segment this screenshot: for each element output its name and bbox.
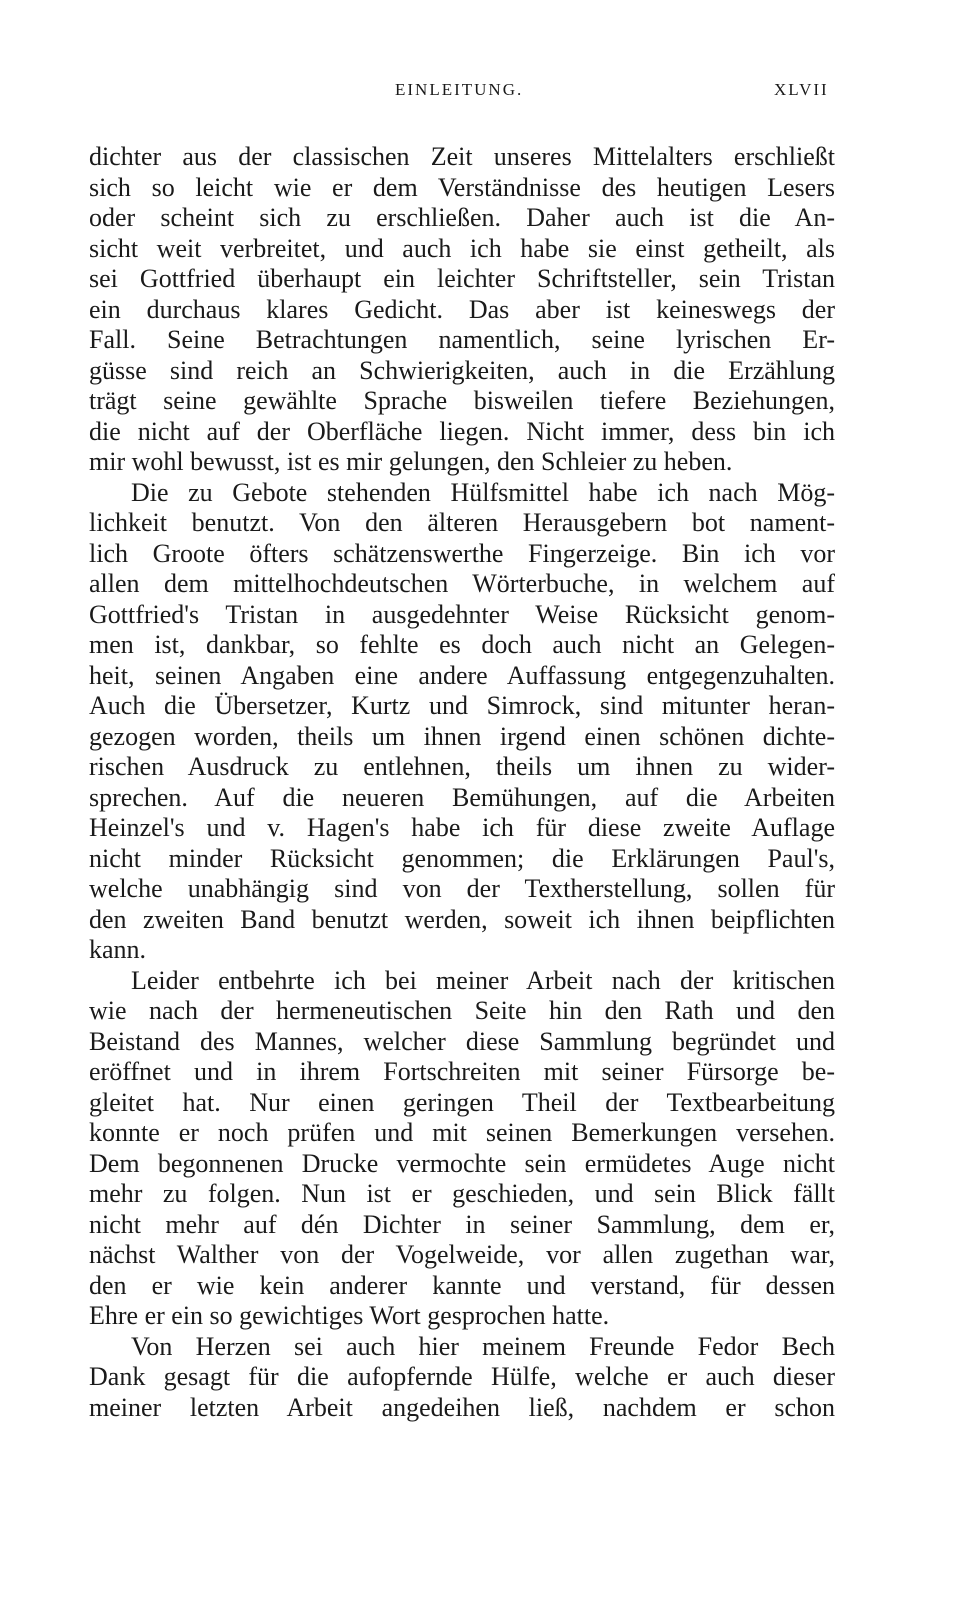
page-number: XLVII <box>774 80 829 99</box>
text-line: Fall. Seine Betrachtungen namentlich, seine lyrischen Er- <box>89 325 835 354</box>
text-line: lich Groote öfters schätzenswerthe Fingerzeige. Bin ich vor <box>89 538 835 568</box>
text-line: Heinzel's und v. Hagen's habe ich für diese zweite Auflage <box>89 813 835 842</box>
paragraph <box>89 478 835 966</box>
text-line: Ehre er ein so gewichtiges Wort gesprochen hatte. <box>89 1301 610 1330</box>
text-line: Die zu Gebote stehenden Hülfsmittel habe ich nach Mög- <box>131 477 835 507</box>
text-line: lichkeit benutzt. Von den älteren Herausgebern bot nament- <box>89 508 835 537</box>
text-line: sei Gottfried überhaupt ein leichter Schriftsteller, sein Tristan <box>89 264 835 293</box>
text-line: meiner letzten Arbeit angedeihen ließ, nachdem er schon <box>89 1392 835 1422</box>
text-line: Dank gesagt für die aufopfernde Hülfe, welche er auch dieser <box>89 1362 835 1391</box>
paragraph <box>89 142 835 478</box>
text-line: nicht minder Rücksicht genommen; die Erklärungen Paul's, <box>89 843 835 873</box>
text-line: mir wohl bewusst, ist es mir gelungen, den Schleier zu heben. <box>89 447 733 476</box>
text-line: allen dem mittelhochdeutschen Wörterbuche, in welchem auf <box>89 569 835 598</box>
text-line: sich so leicht wie er dem Verständnisse des heutigen Lesers <box>89 172 835 202</box>
text-line: heit, seinen Angaben eine andere Auffassung entgegenzuhalten. <box>89 660 835 690</box>
text-line: gleitet hat. Nur einen geringen Theil der Textbearbeitung <box>89 1087 835 1117</box>
text-line: konnte er noch prüfen und mit seinen Bemerkungen versehen. <box>89 1118 835 1147</box>
text-line: nächst Walther von der Vogelweide, vor allen zugethan war, <box>89 1240 835 1269</box>
text-line: die nicht auf der Oberfläche liegen. Nicht immer, dess bin ich <box>89 416 835 446</box>
text-line: mehr zu folgen. Nun ist er geschieden, und sein Blick fällt <box>89 1179 835 1208</box>
paragraph <box>89 966 835 1332</box>
text-line: gezogen worden, theils um ihnen irgend einen schönen dichte- <box>89 721 835 751</box>
text-line: oder scheint sich zu erschließen. Daher auch ist die An- <box>89 203 835 232</box>
paragraph <box>89 1332 835 1424</box>
text-line: dichter aus der classischen Zeit unseres Mittelalters erschließt <box>89 142 835 171</box>
running-title: EINLEITUNG. <box>395 80 524 99</box>
text-line: trägt seine gewählte Sprache bisweilen tiefere Beziehungen, <box>89 386 835 415</box>
text-line: den er wie kein anderer kannte und verstand, für dessen <box>89 1270 835 1300</box>
text-line: Gottfried's Tristan in ausgedehnter Weise Rücksicht genom- <box>89 599 835 629</box>
text-line: Von Herzen sei auch hier meinem Freunde Fedor Bech <box>131 1331 835 1361</box>
text-line: welche unabhängig sind von der Textherstellung, sollen für <box>89 874 835 903</box>
text-line: Auch die Übersetzer, Kurtz und Simrock, sind mitunter heran- <box>89 691 835 720</box>
body-text <box>89 142 835 1423</box>
text-line: rischen Ausdruck zu entlehnen, theils um ihnen zu wider- <box>89 752 835 781</box>
text-line: nicht mehr auf dén Dichter in seiner Sammlung, dem er, <box>89 1209 835 1239</box>
text-line: Dem begonnenen Drucke vermochte sein ermüdetes Auge nicht <box>89 1148 835 1178</box>
text-line: sicht weit verbreitet, und auch ich habe sie einst getheilt, als <box>89 233 835 263</box>
running-head <box>0 80 960 104</box>
text-line: Beistand des Mannes, welcher diese Sammlung begründet und <box>89 1026 835 1056</box>
text-line: den zweiten Band benutzt werden, soweit ich ihnen beipflichten <box>89 904 835 934</box>
text-line: ein durchaus klares Gedicht. Das aber ist keineswegs der <box>89 294 835 324</box>
text-line: kann. <box>89 935 147 964</box>
text-line: güsse sind reich an Schwierigkeiten, auch in die Erzählung <box>89 355 835 385</box>
text-line: wie nach der hermeneutischen Seite hin den Rath und den <box>89 996 835 1025</box>
text-line: Leider entbehrte ich bei meiner Arbeit nach der kritischen <box>131 965 835 995</box>
text-line: men ist, dankbar, so fehlte es doch auch nicht an Gelegen- <box>89 630 835 659</box>
text-line: sprechen. Auf die neueren Bemühungen, auf die Arbeiten <box>89 782 835 812</box>
text-line: eröffnet und in ihrem Fortschreiten mit seiner Fürsorge be- <box>89 1057 835 1086</box>
